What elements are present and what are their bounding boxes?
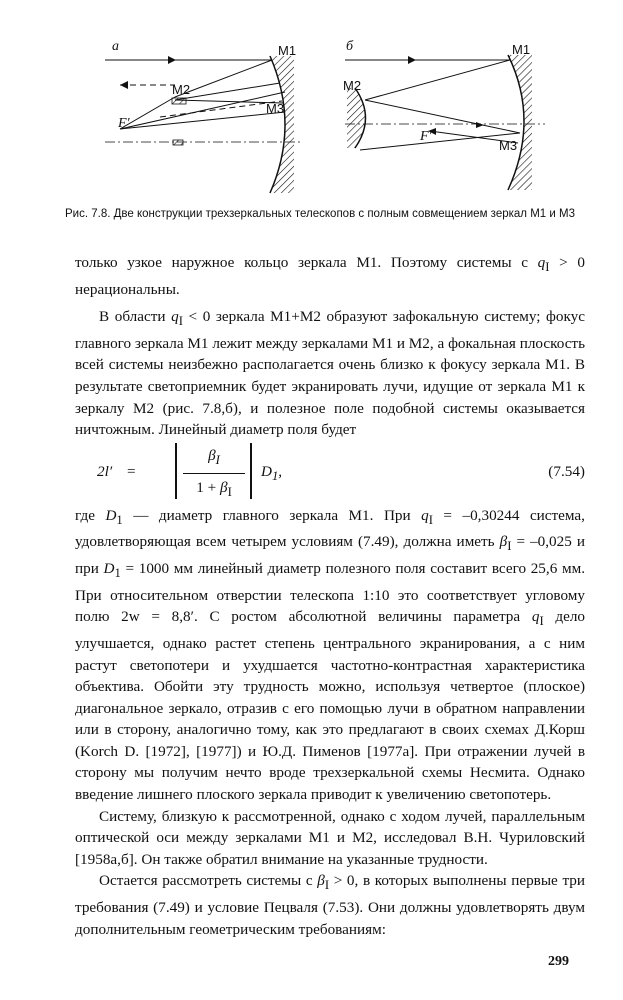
panel-a-label: а	[112, 39, 119, 54]
body-text	[75, 252, 585, 940]
figure-7-8	[0, 0, 623, 210]
label-m2-a: M2	[172, 82, 191, 97]
label-m3-a: M3	[266, 101, 285, 116]
figure-caption: Рис. 7.8. Две конструкции трехзеркальных телескопов с полным совмещением зеркал M1 и M3	[65, 208, 575, 220]
paragraph-3: где $D_1$ — диаметр главного зеркала M1. При $q_I = -0,30244$ система, удовлетворяющая всем четырем условиям (7.49), должна иметь $\beta_I = -0,025$ и при $D_1 = 1000$ мм линейный диаметр полезного поля составит всего 25,6 мм. При относительном отверстии телескопа 1:10 это соответствует угловому полю 2w = 8,8′. С ростом абсолютной величины параметра $q_I$ дело улучшается, однако растет степень центрального экранирования, а с ним растут светопотери и ухудшается частотно-контрастная характеристика объектива. Обойти эту трудность можно, используя четвертое (плоское) диагональное зеркало, отразив с его помощью лучи в обратном направлении или в сторону, аналогично тому, как это предлагают в своих схемах Д.Корш (Korch D. [1972], [1977]) и Ю.Д. Пименов [1977a]. При отражении лучей в сторону мы получим нечто вроде трехзеркальной схемы Несмита. Однако введение лишнего плоского зеркала приводит к увеличению светопотерь.	[75, 506, 585, 804]
panel-a	[105, 39, 300, 193]
label-m3-b: M3	[499, 138, 518, 153]
ray-arrow-icon	[168, 56, 176, 64]
paragraph-2: В области $q_I < 0$ зеркала M1+M2 образуют зафокальную систему; фокус главного зеркала M1 лежит между зеркалами M1 и M2, а фокальная плоскость всей системы неизбежно располагается очень близко к фокусу зеркала M1. В результате светоприемник будет экранировать лучи, идущие от зеркала M1 к зеркалу M2 (рис. 7.8,б), и полезное поле подобной системы оказывается ничтожным. Линейный диаметр поля будет	[75, 308, 585, 439]
formula-7-54: 2l′ = $\frac{\beta_I}{1 + \beta_I}$ $D_1$, (7.54)	[75, 441, 585, 505]
panel-b-label: б	[346, 39, 354, 54]
paragraph-5: Остается рассмотреть системы с $\beta_I > 0$, в которых выполнены первые три требования (7.49) и условие Пецваля (7.53). Они должны удовлетворять двум дополнительным геометрическим требованиям:	[75, 872, 585, 938]
label-focus-b: F′	[420, 129, 432, 144]
panel-b	[343, 39, 545, 190]
paragraph-1: только узкое наружное кольцо зеркала M1. Поэтому системы с $q_I > 0$ нерациональны.	[75, 254, 585, 298]
label-m1-a: M1	[278, 43, 297, 58]
equation-number: (7.54)	[548, 462, 585, 480]
label-m1-b: M1	[512, 42, 531, 57]
paragraph-4: Систему, близкую к рассмотренной, однако с ходом лучей, параллельным оптической оси между зеркалами M1 и M2, исследовал В.Н. Чуриловский [1958a,б]. Он также обратил внимание на указанные трудности.	[75, 807, 585, 868]
mirror-m2-a	[172, 98, 186, 104]
page-number: 299	[548, 954, 569, 969]
label-focus-a: F′	[118, 116, 130, 131]
label-m2-b: M2	[343, 78, 362, 93]
